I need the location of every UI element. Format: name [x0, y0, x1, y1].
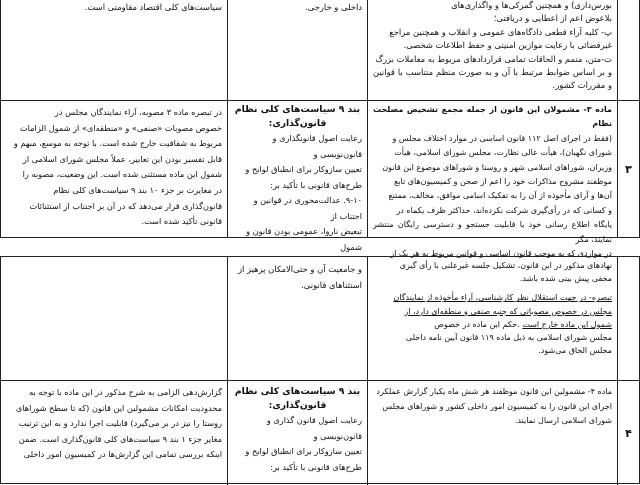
text-line: پایگاه اطلاع رسانی خود با قابلیت جستجو و دسترسی رایگان منتشر نمایند، مگر: [373, 220, 612, 244]
law-text-cell: [367, 257, 617, 380]
comment-line: قانونی تأکید شده است.: [141, 216, 222, 227]
text-line: موظفند مشروح مذاکرات خود را اعم از صحن و کمیسیون‌های تابع: [394, 177, 612, 187]
comment-line: قانون‌گذاری قرار می‌دهد که در آن بر اجتناب از استثنائات: [29, 200, 222, 211]
text-line: پ- کلیه آراء قطعی دادگاه‌های عمومی و انقلاب و همچنین مراجع: [389, 26, 612, 37]
underlined-note-label: تبصره- در جهت استقلال نظر کارشناسی، آراء مأخوذه از نمایندگان: [393, 293, 612, 303]
policy-line: تعیین ساز‌و‌کار برای انطباق لوایح و: [245, 164, 362, 174]
policy-line: ۹-۱۰. عدالت‌محوری در قوانین و اجتناب از: [253, 195, 362, 221]
text-line: و کسانی که در رأی‌گیری شرکت نکرده‌اند، حداکثر ظرف یکماه در: [396, 205, 612, 215]
text-line: ماده ۳- مشمولان این قانون از جمله مجمع تشخیص مصلحت نظام: [373, 105, 612, 129]
policy-line: رعایت اصول قانونگذاری و قانون‌نویسی و: [272, 133, 362, 159]
comment-line: مربوط به شفافیت خارج شده است. با توجه به موسع، مبهم و: [13, 138, 222, 149]
text-line: نهادهای مذکور در این قانون، تشکیل جلسه غیرعلنی با رأی گیری: [399, 261, 612, 270]
text-line: ت-متن، متمم و الحاقات تمامی قراردادهای مربوط به معاملات بزرگ: [375, 53, 612, 64]
comment-line: محدودیت امکانات مشمولین این قانون (که تا سطح شوراهای: [15, 402, 222, 413]
underlined-line: شمول این ماده خارج است: [522, 319, 612, 329]
comment-line: قابل تفسیر بودن این تعابیر، عملاً مجلس شورای اسلامی از: [22, 153, 222, 164]
comment-line: در مغایرت بر جزء ۱۰ بند ۹ سیاست‌های کلی نظام: [53, 184, 222, 195]
law-text-cell: [367, 101, 617, 259]
policy-line: طرح‌های قانونی با تأکید بر:: [270, 461, 362, 472]
comment-line: مغایر جزء ۱ بند ۹ سیاست‌های کلی قانون‌گذاری است. ضمن: [18, 433, 222, 444]
text-line: اجرای این قانون را به کمیسیون امور داخلی کشور و شوراهای مجلس: [382, 401, 612, 411]
comment-line: اینکه بررسی تمامی این گزارش‌ها در کمیسیون امور داخلی: [23, 449, 222, 460]
policy-line: تعیین سازوکار برای انطباق لوایح و: [245, 446, 362, 456]
text-line: شورای نگهبان)، هیأت عالی نظارت، مجلس شورای اسلامی، هیأت: [394, 148, 612, 158]
table-row-3: [1, 101, 639, 259]
policy-line: تبعیض ناروا، عمومی بودن قانون و شمول: [246, 226, 362, 252]
text-line: شورای اسلامی ارسال نمایند.: [514, 416, 612, 426]
text-line: مجلس شورای اسلامی به ذیل ماده ۱۱۹ قانون آیین نامه داخلی: [405, 333, 612, 343]
row-number-cell: [617, 381, 639, 485]
policy-line: طرح‌های قانونی با تأکید بر:: [270, 179, 362, 190]
policy-text: داخلی و خارجی.: [305, 2, 362, 12]
policy-cell: [227, 257, 367, 380]
policy-title: قانون‌گذاری:: [268, 400, 327, 411]
comment-cell: [1, 381, 227, 485]
comment-line: خصوص مصوبات «صنفی» و «منطقه‌ای» از شمول الزامات: [19, 122, 222, 133]
law-text-cell: [367, 381, 617, 485]
row-number: ۳: [625, 162, 632, 176]
text-line: (فقط در اجرای اصل ۱۱۲ قانون اساسی در موارد اختلاف مجلس و: [392, 133, 612, 143]
policy-cell: [227, 0, 367, 100]
row-number: ۴: [625, 426, 632, 440]
comment-line: در تبصره ماده ۳ مصوبه، آراء نمایندگان مجلس در: [54, 107, 222, 117]
text-line: بلاعوض اعم از اعطایی و دریافتی؛: [493, 13, 612, 24]
text-line: مجلس الحاق می‌شود.: [538, 346, 612, 356]
comment-line: گزارش‌دهی الزامی به شرح مذکور در این ماده با توجه به: [29, 387, 222, 397]
table-bottom: [0, 256, 640, 484]
policy-title: بند ۹ سیاست‌های کلی نظام: [234, 386, 361, 397]
row-number-cell: [617, 257, 639, 380]
row-number-cell: [617, 101, 639, 237]
text-line: ماده ۴- مشمولین این قانون موظفند هر شش ماه یکبار گزارش عملکرد: [376, 387, 612, 396]
text-line: .حکم این ماده در خصوص: [434, 319, 520, 329]
policy-cell: [227, 101, 367, 252]
text-line: در مواردی که به موجب قانون اساسی و قوانین مربوط به هر یک از: [390, 249, 612, 259]
policy-title: بند ۹ سیاست‌های کلی نظام: [234, 104, 361, 115]
text-line: آن‌ها و آرای مأخوذه از آن را به تفکیک اسامی موافق، مخالف، ممتنع: [388, 191, 612, 201]
underlined-line: مجلس در خصوص مصوباتی که جنبه صنفی و منطقه‌ای دارد، از: [404, 306, 612, 316]
text-line: بورس‌داری) و همچنین گمرکی‌ها و واگذاری‌های: [451, 0, 612, 10]
law-text-cell: [367, 0, 617, 100]
policy-cell: [227, 381, 367, 485]
policy-title: قانون‌گذاری:: [268, 118, 327, 129]
policy-line: و جامعیت آن و حتی‌الامکان پرهیز از: [237, 264, 362, 274]
row-number-cell: [617, 0, 639, 100]
comment-line: شمول این ماده مستثنی شده است. این وضعیت، مصوبه را: [22, 169, 222, 180]
comment-text: سیاست‌های کلی اقتصاد مقاومتی است.: [84, 2, 222, 12]
comment-cell: [1, 101, 227, 237]
table-row-4: [1, 381, 639, 485]
text-line: غیرقضائی با رعایت موازین امنیتی و حفظ اطلاعات شخصی.: [403, 40, 612, 51]
text-line: مخفی پیش بینی شده باشد.: [519, 274, 612, 284]
table-row-a: [1, 0, 639, 101]
comment-cell: [1, 257, 227, 380]
text-line: و بر اساس ضوابط مرتبط با آن و به صورت منظم متناسب با قوانین و مقررات کشور.: [373, 67, 612, 91]
comment-cell: [1, 0, 227, 100]
policy-line: استثناهای قانونی.: [301, 280, 362, 290]
text-line: وزیران، شوراهای اسلامی شهر و روستا و شوراهای موضوع این قانون: [382, 162, 612, 172]
comment-line: روستا را نیز در بر می‌گیرد) قابلیت اجرا ندارد و به این ترتیب: [18, 418, 222, 429]
table-row-b: [1, 257, 639, 381]
policy-line: رعایت اصول قانون گذاری و قانون‌نویسی و: [266, 415, 362, 441]
